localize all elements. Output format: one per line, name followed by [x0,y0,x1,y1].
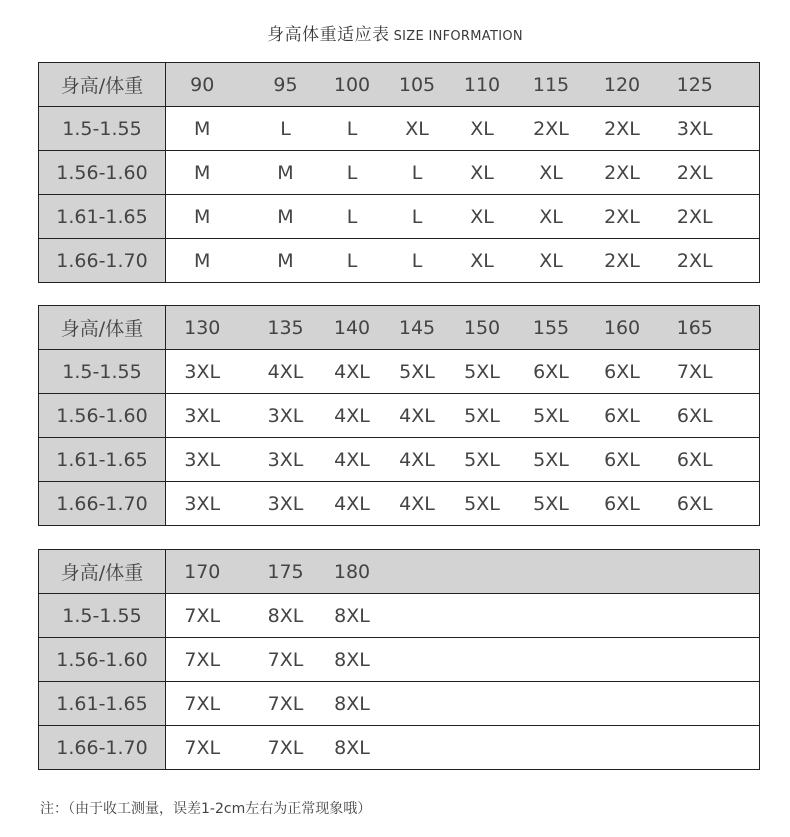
size-cell [517,682,586,726]
size-cell: XL [517,195,586,239]
size-cell: 3XL [166,350,254,394]
size-cell: 7XL [254,682,318,726]
size-cell: 6XL [517,350,586,394]
size-cell: XL [517,151,586,195]
measurement-note: 注：（由于收工测量，误差1-2cm左右为正常现象哦） [40,801,372,817]
size-cell: M [277,249,294,272]
weight-cell: 100 [318,63,387,107]
table-row [39,438,760,482]
table-row [39,107,760,151]
size-cell [387,594,448,638]
weight-cell: 105 [387,63,448,107]
size-cell: 7XL [166,682,254,726]
size-cell: 5XL [448,394,517,438]
size-cell: XL [387,107,448,151]
size-cell: 6XL [586,350,659,394]
size-cell: 4XL [387,394,448,438]
size-table-2 [38,305,760,526]
header-row [39,63,760,107]
size-cell [387,682,448,726]
size-cell: 2XL [586,107,659,151]
size-cell: 4XL [254,350,318,394]
size-cell: 2XL [586,195,659,239]
size-cell [387,638,448,682]
weight-cell: 110 [448,63,517,107]
page-title [0,20,790,45]
size-cell: 3XL [254,438,318,482]
height-cell: 1.61-1.65 [39,682,166,726]
size-cell: 8XL [318,682,387,726]
size-cell: 7XL [184,736,221,759]
size-cell: 5XL [517,438,586,482]
weight-cell [448,550,517,594]
height-cell: 1.66-1.70 [39,726,166,770]
height-cell: 1.56-1.60 [39,394,166,438]
size-cell: L [387,151,448,195]
height-cell: 1.5-1.55 [39,107,166,151]
size-cell: M [254,195,318,239]
size-cell: XL [539,249,563,272]
table-row [39,151,760,195]
weight-cell: 165 [659,306,760,350]
size-cell: 3XL [166,394,254,438]
size-cell: 4XL [318,394,387,438]
size-cell: 8XL [318,594,387,638]
size-cell: 5XL [533,492,569,515]
size-cell [448,594,517,638]
size-cell: 5XL [517,394,586,438]
size-table-1 [38,62,760,283]
size-cell: L [318,195,387,239]
size-cell: 5XL [448,438,517,482]
size-cell [659,682,760,726]
size-cell: M [166,107,254,151]
title-chinese: 身高体重适应表 [267,25,390,45]
size-cell: M [254,151,318,195]
table-row [39,726,760,770]
header-label-cell: 身高/体重 [39,306,166,350]
height-cell: 1.56-1.60 [39,151,166,195]
weight-cell: 135 [254,306,318,350]
weight-cell [387,550,448,594]
size-cell: 6XL [604,492,640,515]
size-cell [586,682,659,726]
size-cell: M [166,151,254,195]
height-cell: 1.5-1.55 [39,594,166,638]
size-cell [517,638,586,682]
size-cell: L [346,249,358,272]
size-cell [659,638,760,682]
size-cell: M [194,249,211,272]
size-cell: 3XL [166,438,254,482]
table-row [39,394,760,438]
size-cell [659,594,760,638]
size-cell: XL [448,107,517,151]
size-cell: 4XL [387,438,448,482]
size-cell [448,726,517,770]
size-cell: XL [448,195,517,239]
height-cell: 1.61-1.65 [39,195,166,239]
header-row [39,550,760,594]
size-cell: 7XL [166,594,254,638]
table-row [39,638,760,682]
weight-cell: 115 [517,63,586,107]
header-label-cell: 身高/体重 [39,550,166,594]
weight-cell: 160 [586,306,659,350]
weight-cell: 145 [387,306,448,350]
header-row [39,306,760,350]
size-cell: 7XL [659,350,760,394]
size-cell: 5XL [464,492,500,515]
size-cell: 2XL [659,151,760,195]
size-cell: 4XL [399,492,435,515]
height-cell: 1.5-1.55 [39,350,166,394]
size-cell: L [411,249,423,272]
size-cell: 2XL [586,151,659,195]
size-cell [517,726,586,770]
title-english: SIZE INFORMATION [393,29,523,44]
size-cell: 8XL [334,736,370,759]
size-cell [586,638,659,682]
size-cell: 2XL [676,249,713,272]
size-cell: 8XL [254,594,318,638]
size-cell: 6XL [586,394,659,438]
size-cell [448,682,517,726]
table-row [39,682,760,726]
size-cell: 6XL [659,394,760,438]
weight-cell [517,550,586,594]
weight-cell: 130 [166,306,254,350]
size-cell: 3XL [254,394,318,438]
weight-cell: 90 [166,63,254,107]
size-cell: 4XL [334,492,370,515]
size-cell: M [166,195,254,239]
height-cell: 1.61-1.65 [39,438,166,482]
table-row [39,350,760,394]
size-cell: L [318,151,387,195]
height-cell: 1.66-1.70 [39,482,166,526]
weight-cell: 120 [586,63,659,107]
size-cell: L [318,107,387,151]
size-cell: 8XL [318,638,387,682]
size-cell: 6XL [586,438,659,482]
size-cell: 2XL [659,195,760,239]
size-cell: XL [470,249,494,272]
weight-cell: 95 [254,63,318,107]
size-table-3 [38,549,760,770]
table-row [39,482,760,526]
size-cell: 2XL [604,249,640,272]
weight-cell [586,550,659,594]
header-label-cell: 身高/体重 [39,63,166,107]
table-row [39,195,760,239]
size-cell [659,726,760,770]
weight-cell: 180 [318,550,387,594]
table-row [39,594,760,638]
size-cell: 7XL [166,638,254,682]
weight-cell: 170 [166,550,254,594]
weight-cell [659,550,760,594]
size-cell [448,638,517,682]
size-cell: 7XL [254,638,318,682]
size-cell: XL [448,151,517,195]
size-cell: 3XL [659,107,760,151]
size-cell: 5XL [448,350,517,394]
weight-cell: 150 [448,306,517,350]
table-row [39,239,760,283]
size-cell [586,726,659,770]
size-cell [517,594,586,638]
weight-cell: 125 [659,63,760,107]
size-cell [586,594,659,638]
height-cell: 1.56-1.60 [39,638,166,682]
size-cell: 4XL [318,438,387,482]
size-cell: 6XL [659,438,760,482]
size-cell: L [387,195,448,239]
weight-cell: 175 [254,550,318,594]
size-cell: 7XL [267,736,304,759]
size-cell [387,726,448,770]
size-cell: 3XL [184,492,221,515]
size-cell: 4XL [318,350,387,394]
weight-cell: 155 [517,306,586,350]
height-cell: 1.66-1.70 [39,239,166,283]
size-cell: 2XL [517,107,586,151]
size-cell: 3XL [267,492,304,515]
size-cell: L [254,107,318,151]
size-cell: 5XL [387,350,448,394]
size-cell: 6XL [676,492,713,515]
weight-cell: 140 [318,306,387,350]
